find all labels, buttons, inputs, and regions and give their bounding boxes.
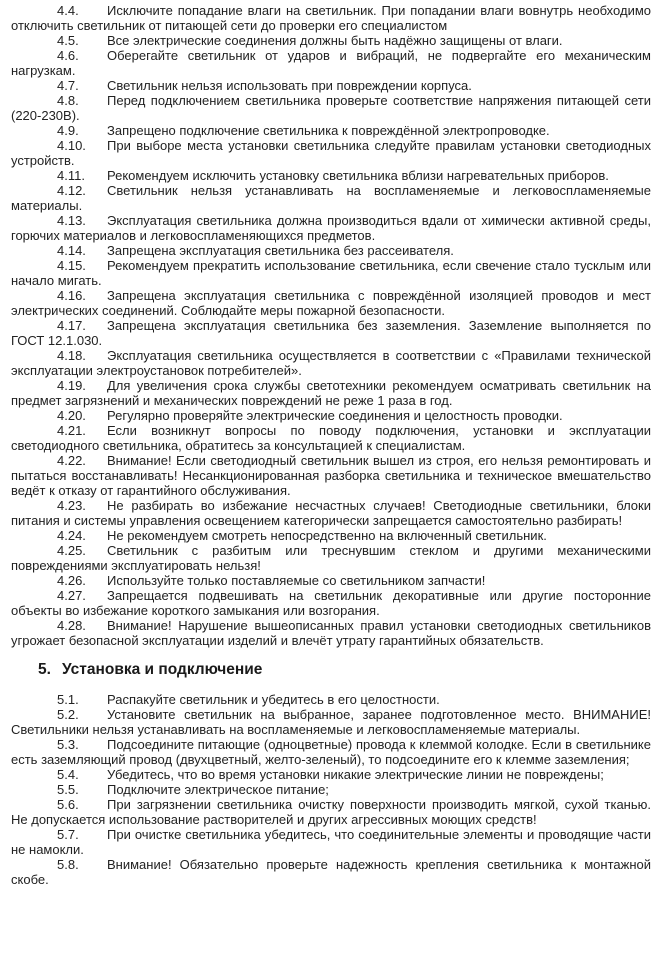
item-number: 4.28. xyxy=(57,618,86,633)
list-item xyxy=(11,378,651,408)
list-item xyxy=(11,348,651,378)
item-text: Оберегайте светильник от ударов и вибраций, не подвергайте его механическим нагрузкам. xyxy=(11,48,651,78)
item-text: Запрещена эксплуатация светильника с повреждённой изоляцией проводов и мест электрических соединений. Соблюдайте меры пожарной безопасности. xyxy=(11,288,651,318)
list-item xyxy=(11,288,651,318)
item-number: 4.24. xyxy=(57,528,86,543)
item-text: Светильник нельзя устанавливать на воспламеняемые и легковоспламеняемые материалы. xyxy=(11,183,651,213)
list-item xyxy=(11,138,651,168)
item-number: 4.11. xyxy=(57,168,85,183)
list-item xyxy=(11,3,651,33)
list-item xyxy=(11,782,651,797)
item-text: Установите светильник на выбранное, заранее подготовленное место. ВНИМАНИЕ! Светильники нельзя устанавливать на воспламеняемые и легковоспламеняемые материалы. xyxy=(11,707,651,737)
item-text: При очистке светильника убедитесь, что соединительные элементы и проводящие части не намокли. xyxy=(11,827,651,857)
list-item xyxy=(11,498,651,528)
item-text: Используйте только поставляемые со светильником запчасти! xyxy=(107,573,486,588)
list-item xyxy=(11,707,651,737)
section-5-heading-label: Установка и подключение xyxy=(62,661,263,678)
item-text: Запрещена эксплуатация светильника без рассеивателя. xyxy=(107,243,454,258)
item-number: 4.23. xyxy=(57,498,86,513)
list-item xyxy=(11,797,651,827)
item-number: 4.26. xyxy=(57,573,86,588)
item-number: 4.20. xyxy=(57,408,86,423)
item-text: Все электрические соединения должны быть надёжно защищены от влаги. xyxy=(107,33,563,48)
item-text: При загрязнении светильника очистку поверхности производить мягкой, сухой тканью. Не допускается использование растворителей и других агрессивных моющих средств! xyxy=(11,797,651,827)
item-number: 5.5. xyxy=(57,782,79,797)
item-number: 4.6. xyxy=(57,48,79,63)
list-item xyxy=(11,453,651,498)
item-number: 5.4. xyxy=(57,767,79,782)
list-item xyxy=(11,692,651,707)
item-number: 4.14. xyxy=(57,243,86,258)
item-text: Убедитесь, что во время установки никакие электрические линии не повреждены; xyxy=(107,767,604,782)
section-5-heading xyxy=(11,660,651,679)
item-text: Не разбирать во избежание несчастных случаев! Светодиодные светильники, блоки питания и системы управления освещением категорически запрещается самостоятельно разбирать! xyxy=(11,498,651,528)
item-number: 4.21. xyxy=(57,423,86,438)
item-text: Внимание! Обязательно проверьте надежность крепления светильника к монтажной скобе. xyxy=(11,857,651,887)
list-item xyxy=(11,767,651,782)
item-text: При выборе места установки светильника следуйте правилам установки светодиодных устройств. xyxy=(11,138,651,168)
item-text: Внимание! Нарушение вышеописанных правил установки светодиодных светильников угрожает безопасной эксплуатации изделий и влечёт утрату гарантийных обязательств. xyxy=(11,618,651,648)
list-item xyxy=(11,93,651,123)
item-text: Подключите электрическое питание; xyxy=(107,782,329,797)
list-item xyxy=(11,243,651,258)
section-5-items xyxy=(11,692,651,887)
list-item xyxy=(11,543,651,573)
item-text: Рекомендуем прекратить использование светильника, если свечение стало тусклым или начало мигать. xyxy=(11,258,651,288)
list-item xyxy=(11,48,651,78)
list-item xyxy=(11,123,651,138)
list-item xyxy=(11,737,651,767)
item-text: Регулярно проверяйте электрические соединения и целостность проводки. xyxy=(107,408,563,423)
list-item xyxy=(11,258,651,288)
item-number: 4.19. xyxy=(57,378,86,393)
item-text: Рекомендуем исключить установку светильника вблизи нагревательных приборов. xyxy=(107,168,609,183)
list-item xyxy=(11,168,651,183)
item-text: Для увеличения срока службы светотехники рекомендуем осматривать светильник на предмет загрязнений и механических повреждений не реже 1 раза в год. xyxy=(11,378,651,408)
item-number: 4.4. xyxy=(57,3,79,18)
section-4-items xyxy=(11,3,651,648)
item-number: 5.7. xyxy=(57,827,79,842)
item-text: Перед подключением светильника проверьте соответствие напряжения питающей сети (220-230В). xyxy=(11,93,651,123)
item-text: Запрещена эксплуатация светильника без заземления. Заземление выполняется по ГОСТ 12.1.030. xyxy=(11,318,651,348)
item-text: Запрещено подключение светильника к повреждённой электропроводке. xyxy=(107,123,550,138)
item-number: 4.27. xyxy=(57,588,86,603)
item-number: 4.8. xyxy=(57,93,79,108)
item-number: 4.5. xyxy=(57,33,79,48)
list-item xyxy=(11,573,651,588)
item-text: Если возникнут вопросы по поводу подключения, установки и эксплуатации светодиодного светильника, обратитесь за консультацией к специалистам. xyxy=(11,423,651,453)
list-item xyxy=(11,78,651,93)
item-text: Исключите попадание влаги на светильник. При попадании влаги вовнутрь необходимо отключить светильник от питающей сети до проверки его специалистом xyxy=(11,3,651,33)
list-item xyxy=(11,857,651,887)
item-number: 4.15. xyxy=(57,258,86,273)
item-number: 5.3. xyxy=(57,737,79,752)
list-item xyxy=(11,588,651,618)
item-number: 4.22. xyxy=(57,453,86,468)
item-number: 4.9. xyxy=(57,123,79,138)
item-text: Внимание! Если светодиодный светильник вышел из строя, его нельзя ремонтировать и пытаться восстанавливать! Несанкционированная разборка светильника и техническое вмешательство ведёт к отказу от гарантийного обслуживания. xyxy=(11,453,651,498)
item-number: 4.16. xyxy=(57,288,86,303)
section-5-heading-number: 5. xyxy=(38,661,51,678)
item-text: Подсоедините питающие (одноцветные) провода к клеммой колодке. Если в светильнике есть заземляющий провод (двухцветный, желто-зеленый), то подсоедините его к клемме заземления; xyxy=(11,737,651,767)
item-number: 4.10. xyxy=(57,138,86,153)
item-text: Не рекомендуем смотреть непосредственно на включенный светильник. xyxy=(107,528,547,543)
item-text: Светильник с разбитым или треснувшим стеклом и другими механическими повреждениями эксплуатировать нельзя! xyxy=(11,543,651,573)
list-item xyxy=(11,618,651,648)
item-text: Запрещается подвешивать на светильник декоративные или другие посторонние объекты во избежание короткого замыкания или возгорания. xyxy=(11,588,651,618)
item-number: 5.8. xyxy=(57,857,79,872)
list-item xyxy=(11,33,651,48)
item-number: 4.13. xyxy=(57,213,86,228)
item-number: 4.17. xyxy=(57,318,86,333)
item-number: 5.6. xyxy=(57,797,79,812)
list-item xyxy=(11,318,651,348)
item-number: 4.7. xyxy=(57,78,79,93)
list-item xyxy=(11,423,651,453)
list-item xyxy=(11,827,651,857)
item-text: Эксплуатация светильника должна производиться вдали от химически активной среды, горючих материалов и легковоспламеняющихся предметов. xyxy=(11,213,651,243)
list-item xyxy=(11,528,651,543)
item-text: Распакуйте светильник и убедитесь в его целостности. xyxy=(107,692,440,707)
item-number: 5.2. xyxy=(57,707,79,722)
item-number: 4.25. xyxy=(57,543,86,558)
item-text: Светильник нельзя использовать при повреждении корпуса. xyxy=(107,78,472,93)
list-item xyxy=(11,183,651,213)
list-item xyxy=(11,213,651,243)
item-number: 4.12. xyxy=(57,183,86,198)
item-text: Эксплуатация светильника осуществляется в соответствии с «Правилами технической эксплуатации электроустановок потребителей». xyxy=(11,348,651,378)
list-item xyxy=(11,408,651,423)
item-number: 4.18. xyxy=(57,348,86,363)
item-number: 5.1. xyxy=(57,692,79,707)
